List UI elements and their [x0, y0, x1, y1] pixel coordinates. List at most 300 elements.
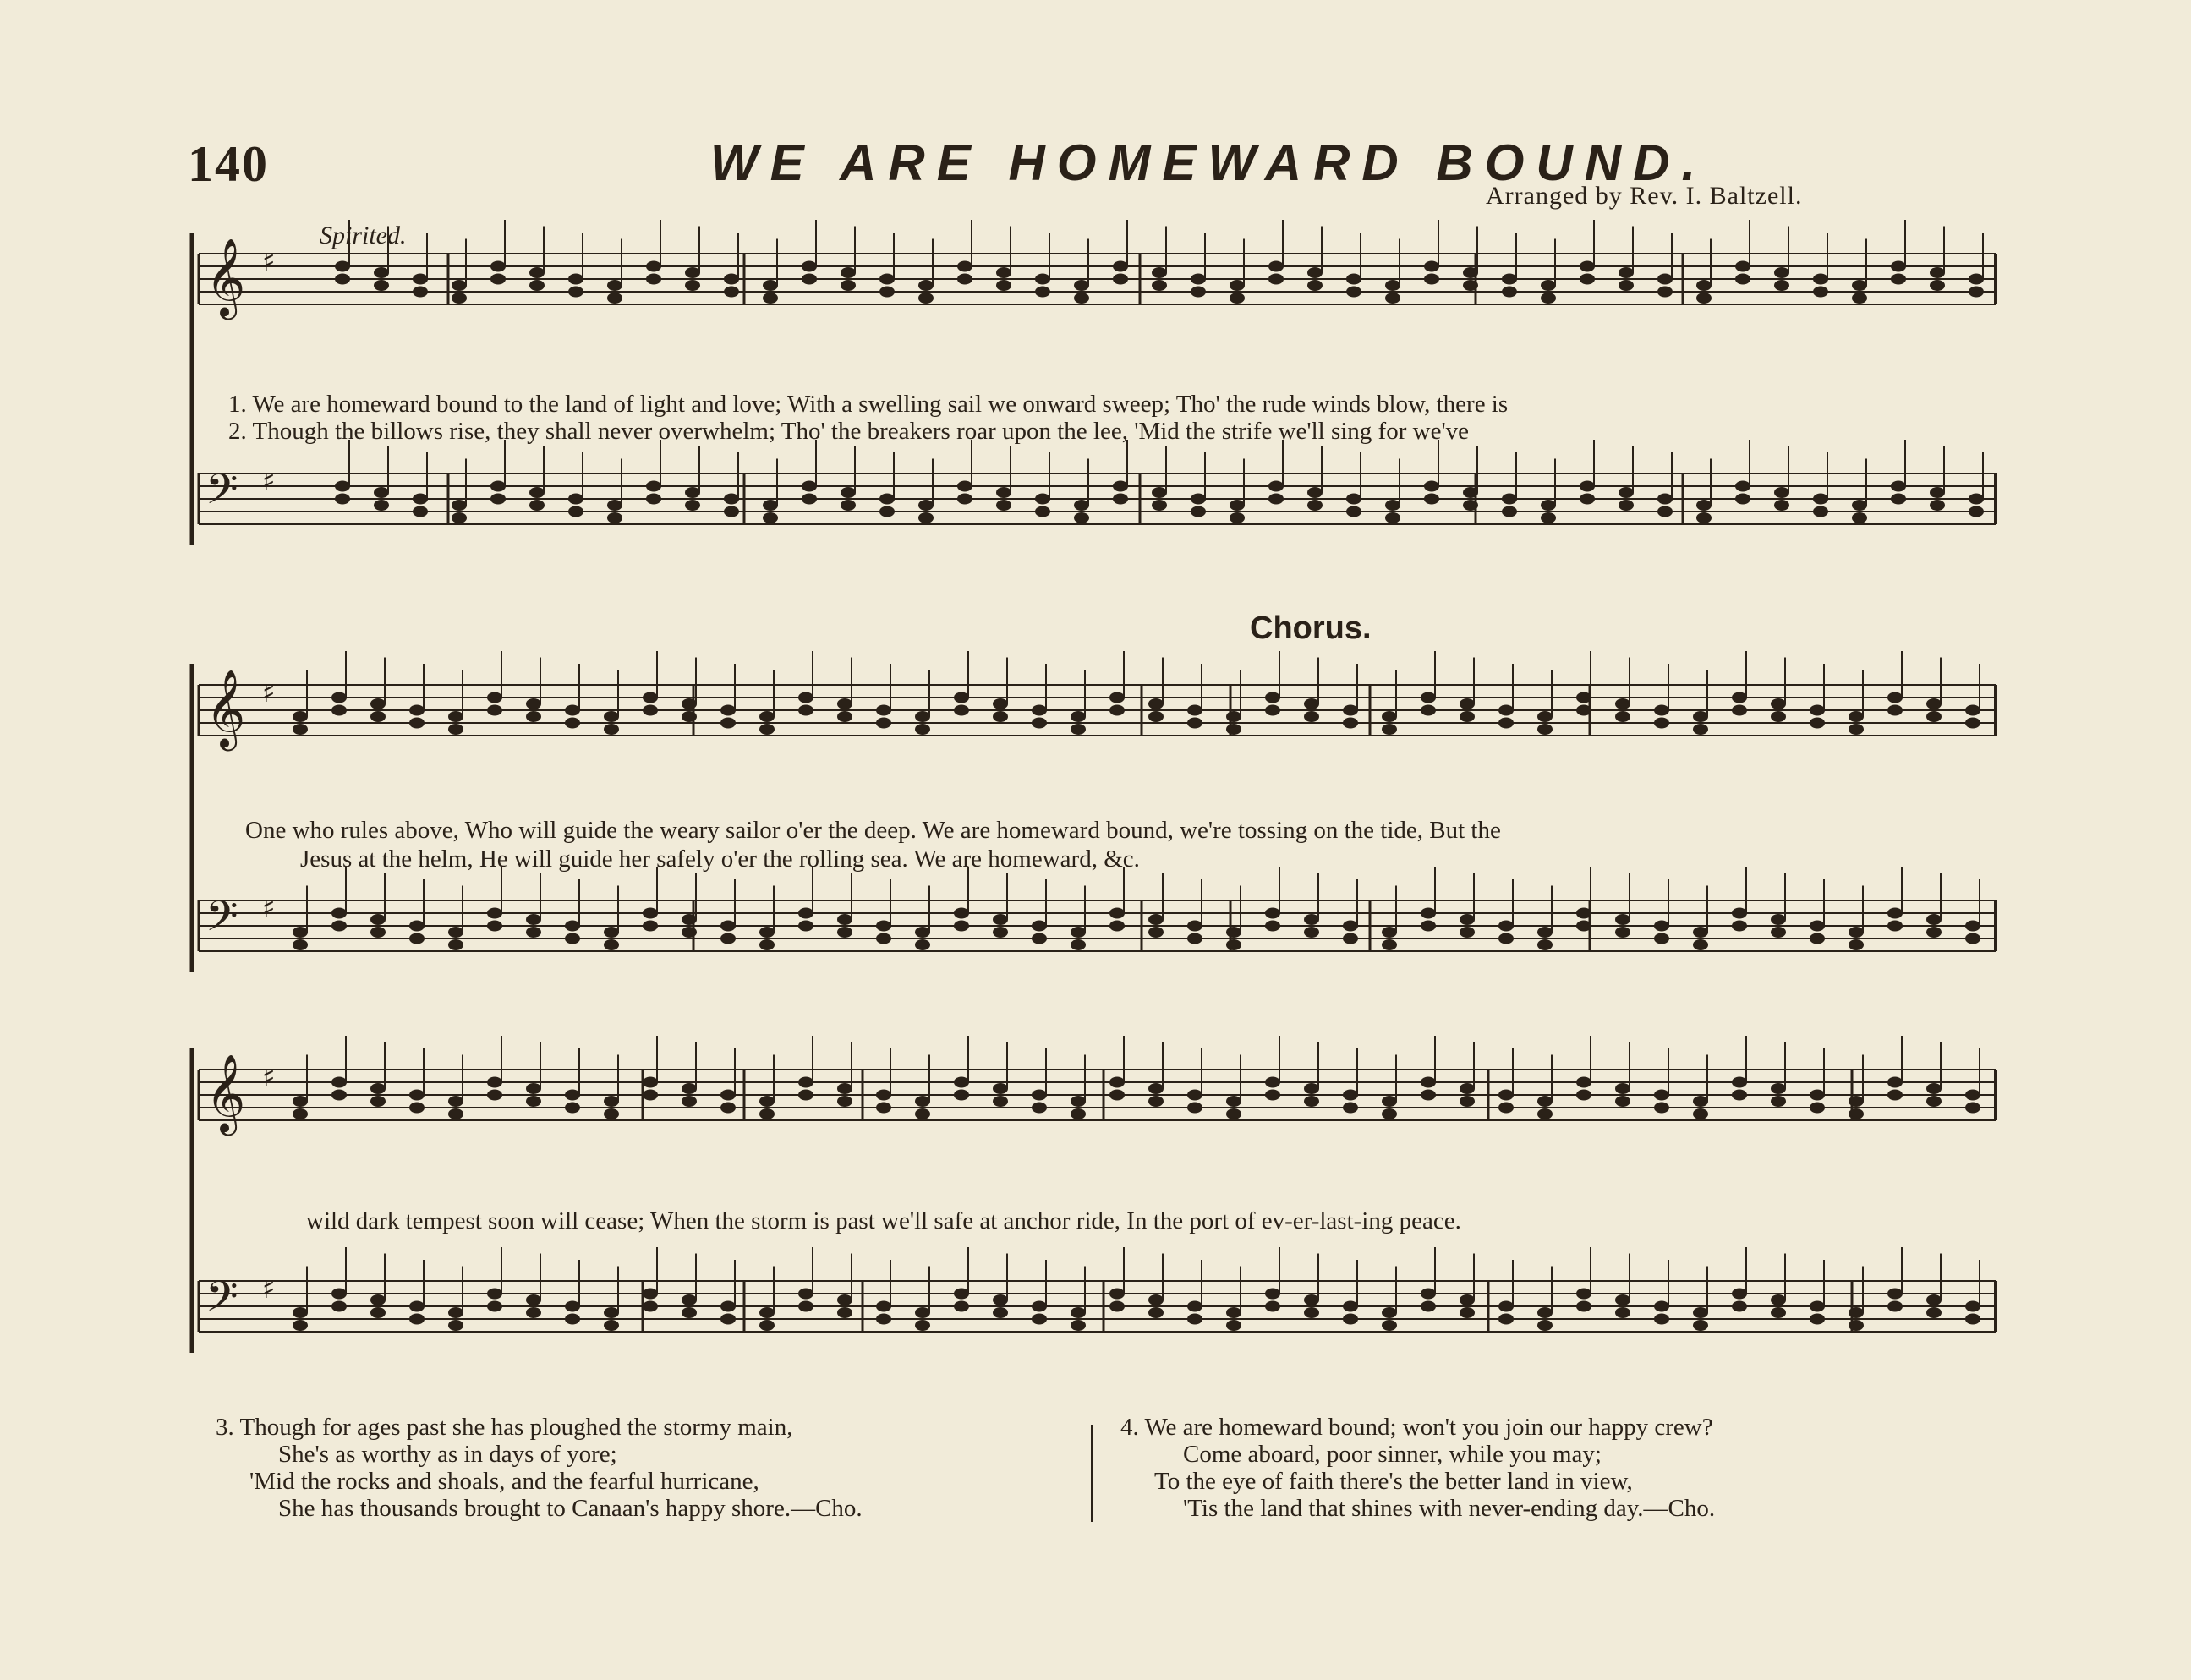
- note-head: [1813, 287, 1828, 298]
- note-head: [1774, 487, 1789, 498]
- note-head: [374, 280, 389, 291]
- note-head: [996, 487, 1011, 498]
- note-head: [604, 939, 619, 950]
- note-head: [1307, 267, 1323, 278]
- note-head: [993, 1083, 1008, 1094]
- note-head: [954, 908, 969, 919]
- key-signature-sharp-icon: ♯: [262, 1061, 276, 1093]
- note-head: [1074, 512, 1089, 523]
- note-head: [798, 1301, 813, 1312]
- note-head: [331, 908, 347, 919]
- note-head: [1576, 1289, 1591, 1300]
- note-head: [1774, 267, 1789, 278]
- note-head: [1502, 506, 1517, 517]
- note-head: [915, 1320, 930, 1331]
- note-head: [487, 705, 502, 716]
- note-head: [1071, 711, 1086, 722]
- note-head: [1891, 494, 1906, 505]
- note-head: [954, 1301, 969, 1312]
- page-number: 140: [188, 136, 269, 192]
- note-head: [1268, 481, 1284, 492]
- note-head: [954, 705, 969, 716]
- note-head: [1926, 914, 1942, 925]
- note-head: [1576, 1301, 1591, 1312]
- note-head: [685, 267, 700, 278]
- note-head: [1304, 1083, 1319, 1094]
- note-head: [487, 1077, 502, 1088]
- note-head: [1071, 1096, 1086, 1107]
- note-head: [1696, 280, 1712, 291]
- note-head: [448, 1320, 463, 1331]
- note-head: [918, 500, 934, 511]
- note-head: [1732, 1077, 1747, 1088]
- note-head: [1032, 705, 1047, 716]
- note-head: [1732, 1301, 1747, 1312]
- note-head: [1035, 494, 1050, 505]
- note-head: [490, 261, 506, 272]
- note-head: [526, 711, 541, 722]
- arranger-credit: Arranged by Rev. I. Baltzell.: [1486, 182, 1803, 210]
- note-head: [452, 500, 467, 511]
- note-head: [724, 494, 739, 505]
- note-head: [759, 1096, 775, 1107]
- note-head: [798, 1289, 813, 1300]
- note-head: [643, 1289, 658, 1300]
- note-head: [646, 261, 661, 272]
- note-head: [1343, 933, 1358, 944]
- note-head: [331, 921, 347, 932]
- note-head: [1071, 939, 1086, 950]
- note-head: [1852, 293, 1867, 304]
- note-head: [1187, 1103, 1202, 1114]
- note-head: [1071, 927, 1086, 938]
- note-head: [1576, 908, 1591, 919]
- note-head: [1265, 1289, 1280, 1300]
- note-head: [1187, 1314, 1202, 1325]
- note-head: [720, 1103, 736, 1114]
- note-head: [335, 261, 350, 272]
- note-head: [1343, 921, 1358, 932]
- chorus-label: Chorus.: [1250, 610, 1372, 646]
- note-head: [1615, 914, 1630, 925]
- note-head: [1187, 921, 1202, 932]
- note-head: [1113, 481, 1128, 492]
- note-head: [1148, 927, 1164, 938]
- note-head: [565, 1314, 580, 1325]
- note-head: [798, 908, 813, 919]
- note-head: [565, 921, 580, 932]
- note-head: [1926, 1307, 1942, 1318]
- lyric-line-verse-1: 1. We are homeward bound to the land of light and love; With a swelling sail we onward sweep; Tho' the rude winds blow, there is: [228, 391, 1509, 418]
- note-head: [1576, 921, 1591, 932]
- note-head: [1502, 287, 1517, 298]
- note-head: [487, 1289, 502, 1300]
- note-head: [1537, 1320, 1553, 1331]
- note-head: [1304, 698, 1319, 709]
- note-head: [1109, 705, 1125, 716]
- note-head: [1926, 927, 1942, 938]
- note-head: [1032, 1103, 1047, 1114]
- note-head: [1965, 1090, 1980, 1101]
- note-head: [1615, 927, 1630, 938]
- note-head: [374, 267, 389, 278]
- note-head: [1537, 939, 1553, 950]
- note-head: [682, 1294, 697, 1305]
- note-head: [646, 274, 661, 285]
- key-signature-sharp-icon: ♯: [262, 1272, 276, 1305]
- note-head: [1421, 921, 1436, 932]
- note-head: [957, 481, 972, 492]
- note-head: [1498, 933, 1514, 944]
- note-head: [568, 506, 583, 517]
- verse-3-line-4: She has thousands brought to Canaan's happy shore.—Cho.: [278, 1495, 863, 1522]
- note-head: [448, 1108, 463, 1119]
- note-head: [1693, 711, 1708, 722]
- note-head: [1813, 274, 1828, 285]
- note-head: [643, 908, 658, 919]
- note-head: [1343, 1090, 1358, 1101]
- note-head: [1071, 1108, 1086, 1119]
- note-head: [1071, 1307, 1086, 1318]
- note-head: [1032, 1301, 1047, 1312]
- note-head: [604, 1320, 619, 1331]
- note-head: [1810, 1090, 1825, 1101]
- note-head: [1615, 711, 1630, 722]
- note-head: [1502, 274, 1517, 285]
- note-head: [1498, 1090, 1514, 1101]
- note-head: [1537, 724, 1553, 735]
- note-head: [1187, 933, 1202, 944]
- note-head: [1732, 908, 1747, 919]
- note-head: [1580, 274, 1595, 285]
- note-head: [1498, 1301, 1514, 1312]
- note-head: [1382, 1108, 1397, 1119]
- note-head: [1771, 1083, 1786, 1094]
- note-head: [798, 705, 813, 716]
- note-head: [1537, 711, 1553, 722]
- note-head: [1541, 293, 1556, 304]
- note-head: [798, 921, 813, 932]
- note-head: [646, 481, 661, 492]
- note-head: [1732, 921, 1747, 932]
- note-head: [1732, 705, 1747, 716]
- treble-clef-icon: 𝄞: [205, 669, 246, 747]
- note-head: [1032, 933, 1047, 944]
- note-head: [802, 261, 817, 272]
- note-head: [335, 481, 350, 492]
- note-head: [879, 494, 895, 505]
- note-head: [682, 914, 697, 925]
- note-head: [370, 1307, 386, 1318]
- note-head: [1774, 500, 1789, 511]
- note-head: [1887, 908, 1903, 919]
- note-head: [1615, 698, 1630, 709]
- note-head: [1032, 1314, 1047, 1325]
- note-head: [487, 921, 502, 932]
- note-head: [1421, 692, 1436, 703]
- note-head: [1541, 280, 1556, 291]
- note-head: [1849, 1096, 1864, 1107]
- note-head: [1849, 927, 1864, 938]
- note-head: [646, 494, 661, 505]
- note-head: [1887, 692, 1903, 703]
- note-head: [759, 1307, 775, 1318]
- note-head: [1502, 494, 1517, 505]
- note-head: [1810, 1314, 1825, 1325]
- note-head: [331, 692, 347, 703]
- note-head: [1226, 724, 1241, 735]
- note-head: [1152, 280, 1167, 291]
- note-head: [643, 1301, 658, 1312]
- note-head: [1152, 487, 1167, 498]
- note-head: [1346, 494, 1361, 505]
- note-head: [759, 927, 775, 938]
- note-head: [370, 1083, 386, 1094]
- note-head: [1810, 1301, 1825, 1312]
- note-head: [1346, 506, 1361, 517]
- note-head: [526, 1096, 541, 1107]
- note-head: [409, 933, 425, 944]
- note-head: [1265, 705, 1280, 716]
- note-head: [526, 927, 541, 938]
- note-head: [1463, 267, 1478, 278]
- note-head: [1424, 261, 1439, 272]
- note-head: [1615, 1096, 1630, 1107]
- note-head: [1343, 1301, 1358, 1312]
- note-head: [1113, 274, 1128, 285]
- note-head: [879, 506, 895, 517]
- note-head: [1343, 718, 1358, 729]
- note-head: [1771, 711, 1786, 722]
- note-head: [448, 927, 463, 938]
- note-head: [1735, 261, 1750, 272]
- note-head: [607, 500, 622, 511]
- note-head: [568, 274, 583, 285]
- verse-4-line-4: 'Tis the land that shines with never-ending day.—Cho.: [1183, 1495, 1716, 1522]
- verse-3: [216, 1414, 863, 1522]
- note-head: [1307, 487, 1323, 498]
- note-head: [1498, 718, 1514, 729]
- note-head: [876, 705, 891, 716]
- note-head: [1460, 1083, 1475, 1094]
- note-head: [1849, 1108, 1864, 1119]
- note-head: [1849, 1307, 1864, 1318]
- note-head: [1930, 487, 1945, 498]
- note-head: [1230, 280, 1245, 291]
- note-head: [876, 1301, 891, 1312]
- note-head: [1460, 927, 1475, 938]
- verse-4-line-3: To the eye of faith there's the better land in view,: [1154, 1468, 1633, 1495]
- note-head: [1385, 280, 1400, 291]
- note-head: [1813, 506, 1828, 517]
- note-head: [879, 274, 895, 285]
- note-head: [487, 1090, 502, 1101]
- key-signature-sharp-icon: ♯: [262, 245, 276, 277]
- note-head: [1654, 921, 1669, 932]
- note-head: [1930, 267, 1945, 278]
- note-head: [1693, 1307, 1708, 1318]
- note-head: [1074, 280, 1089, 291]
- note-head: [1304, 1294, 1319, 1305]
- note-head: [1460, 711, 1475, 722]
- note-head: [1537, 1096, 1553, 1107]
- note-head: [1268, 494, 1284, 505]
- note-head: [802, 481, 817, 492]
- note-head: [1498, 921, 1514, 932]
- note-head: [685, 500, 700, 511]
- note-head: [1891, 274, 1906, 285]
- note-head: [1735, 494, 1750, 505]
- note-head: [331, 1090, 347, 1101]
- note-head: [526, 698, 541, 709]
- note-head: [1032, 921, 1047, 932]
- note-head: [837, 1083, 852, 1094]
- note-head: [526, 914, 541, 925]
- note-head: [798, 1090, 813, 1101]
- note-head: [1965, 933, 1980, 944]
- note-head: [490, 274, 506, 285]
- note-head: [1343, 705, 1358, 716]
- note-head: [1460, 1294, 1475, 1305]
- note-head: [1654, 1103, 1669, 1114]
- note-head: [915, 724, 930, 735]
- note-head: [643, 921, 658, 932]
- note-head: [720, 921, 736, 932]
- note-head: [1732, 692, 1747, 703]
- note-head: [1619, 280, 1634, 291]
- note-head: [452, 280, 467, 291]
- note-head: [720, 1090, 736, 1101]
- note-head: [1615, 1083, 1630, 1094]
- note-head: [1693, 1108, 1708, 1119]
- note-head: [876, 718, 891, 729]
- note-head: [1891, 261, 1906, 272]
- note-head: [1654, 933, 1669, 944]
- note-head: [1382, 724, 1397, 735]
- note-head: [1187, 1301, 1202, 1312]
- note-head: [409, 1301, 425, 1312]
- note-head: [1265, 1301, 1280, 1312]
- note-head: [1382, 1307, 1397, 1318]
- note-head: [1191, 494, 1206, 505]
- note-head: [1424, 481, 1439, 492]
- note-head: [565, 1301, 580, 1312]
- note-head: [876, 933, 891, 944]
- note-head: [993, 1294, 1008, 1305]
- note-head: [1191, 274, 1206, 285]
- note-head: [1382, 711, 1397, 722]
- note-head: [1693, 1096, 1708, 1107]
- note-head: [1969, 287, 1984, 298]
- note-head: [682, 927, 697, 938]
- note-head: [841, 280, 856, 291]
- note-head: [1109, 921, 1125, 932]
- note-head: [1774, 280, 1789, 291]
- note-head: [604, 1108, 619, 1119]
- note-head: [1265, 921, 1280, 932]
- note-head: [1619, 267, 1634, 278]
- note-head: [1109, 1289, 1125, 1300]
- note-head: [1732, 1289, 1747, 1300]
- note-head: [957, 261, 972, 272]
- note-head: [1148, 1083, 1164, 1094]
- note-head: [487, 1301, 502, 1312]
- note-head: [1965, 705, 1980, 716]
- note-head: [1421, 1090, 1436, 1101]
- note-head: [1460, 698, 1475, 709]
- note-head: [993, 1307, 1008, 1318]
- note-head: [1810, 1103, 1825, 1114]
- note-head: [837, 1294, 852, 1305]
- note-head: [682, 711, 697, 722]
- note-head: [1657, 287, 1673, 298]
- note-head: [1148, 698, 1164, 709]
- note-head: [1810, 933, 1825, 944]
- note-head: [448, 1096, 463, 1107]
- note-head: [915, 939, 930, 950]
- note-head: [1463, 487, 1478, 498]
- note-head: [413, 287, 428, 298]
- note-head: [763, 512, 778, 523]
- note-head: [1657, 506, 1673, 517]
- note-head: [1576, 1077, 1591, 1088]
- note-head: [529, 267, 545, 278]
- note-head: [409, 1090, 425, 1101]
- note-head: [1268, 261, 1284, 272]
- note-head: [1035, 287, 1050, 298]
- note-head: [565, 705, 580, 716]
- note-head: [1424, 274, 1439, 285]
- note-head: [1191, 287, 1206, 298]
- note-head: [1887, 1289, 1903, 1300]
- note-head: [413, 506, 428, 517]
- note-head: [1498, 1314, 1514, 1325]
- note-head: [448, 1307, 463, 1318]
- note-head: [1887, 1090, 1903, 1101]
- note-head: [763, 293, 778, 304]
- note-head: [685, 487, 700, 498]
- note-head: [1382, 1096, 1397, 1107]
- note-head: [1696, 293, 1712, 304]
- note-head: [568, 287, 583, 298]
- note-head: [490, 494, 506, 505]
- note-head: [682, 698, 697, 709]
- note-head: [1035, 274, 1050, 285]
- note-head: [1226, 1096, 1241, 1107]
- note-head: [763, 500, 778, 511]
- note-head: [1654, 1090, 1669, 1101]
- note-head: [331, 1301, 347, 1312]
- note-head: [1460, 1307, 1475, 1318]
- lyric-line-chorus-1: One who rules above, Who will guide the weary sailor o'er the deep. We are homeward bound, we're tossing on the tide, But the: [245, 817, 1501, 844]
- note-head: [954, 1289, 969, 1300]
- note-head: [720, 1314, 736, 1325]
- note-head: [954, 921, 969, 932]
- note-head: [1498, 1103, 1514, 1114]
- note-head: [448, 711, 463, 722]
- note-head: [1343, 1314, 1358, 1325]
- note-head: [720, 1301, 736, 1312]
- note-head: [1693, 1320, 1708, 1331]
- note-head: [1541, 500, 1556, 511]
- note-head: [1969, 494, 1984, 505]
- note-head: [413, 494, 428, 505]
- note-head: [1382, 1320, 1397, 1331]
- note-head: [915, 711, 930, 722]
- note-head: [1113, 261, 1128, 272]
- note-head: [996, 267, 1011, 278]
- note-head: [1849, 1320, 1864, 1331]
